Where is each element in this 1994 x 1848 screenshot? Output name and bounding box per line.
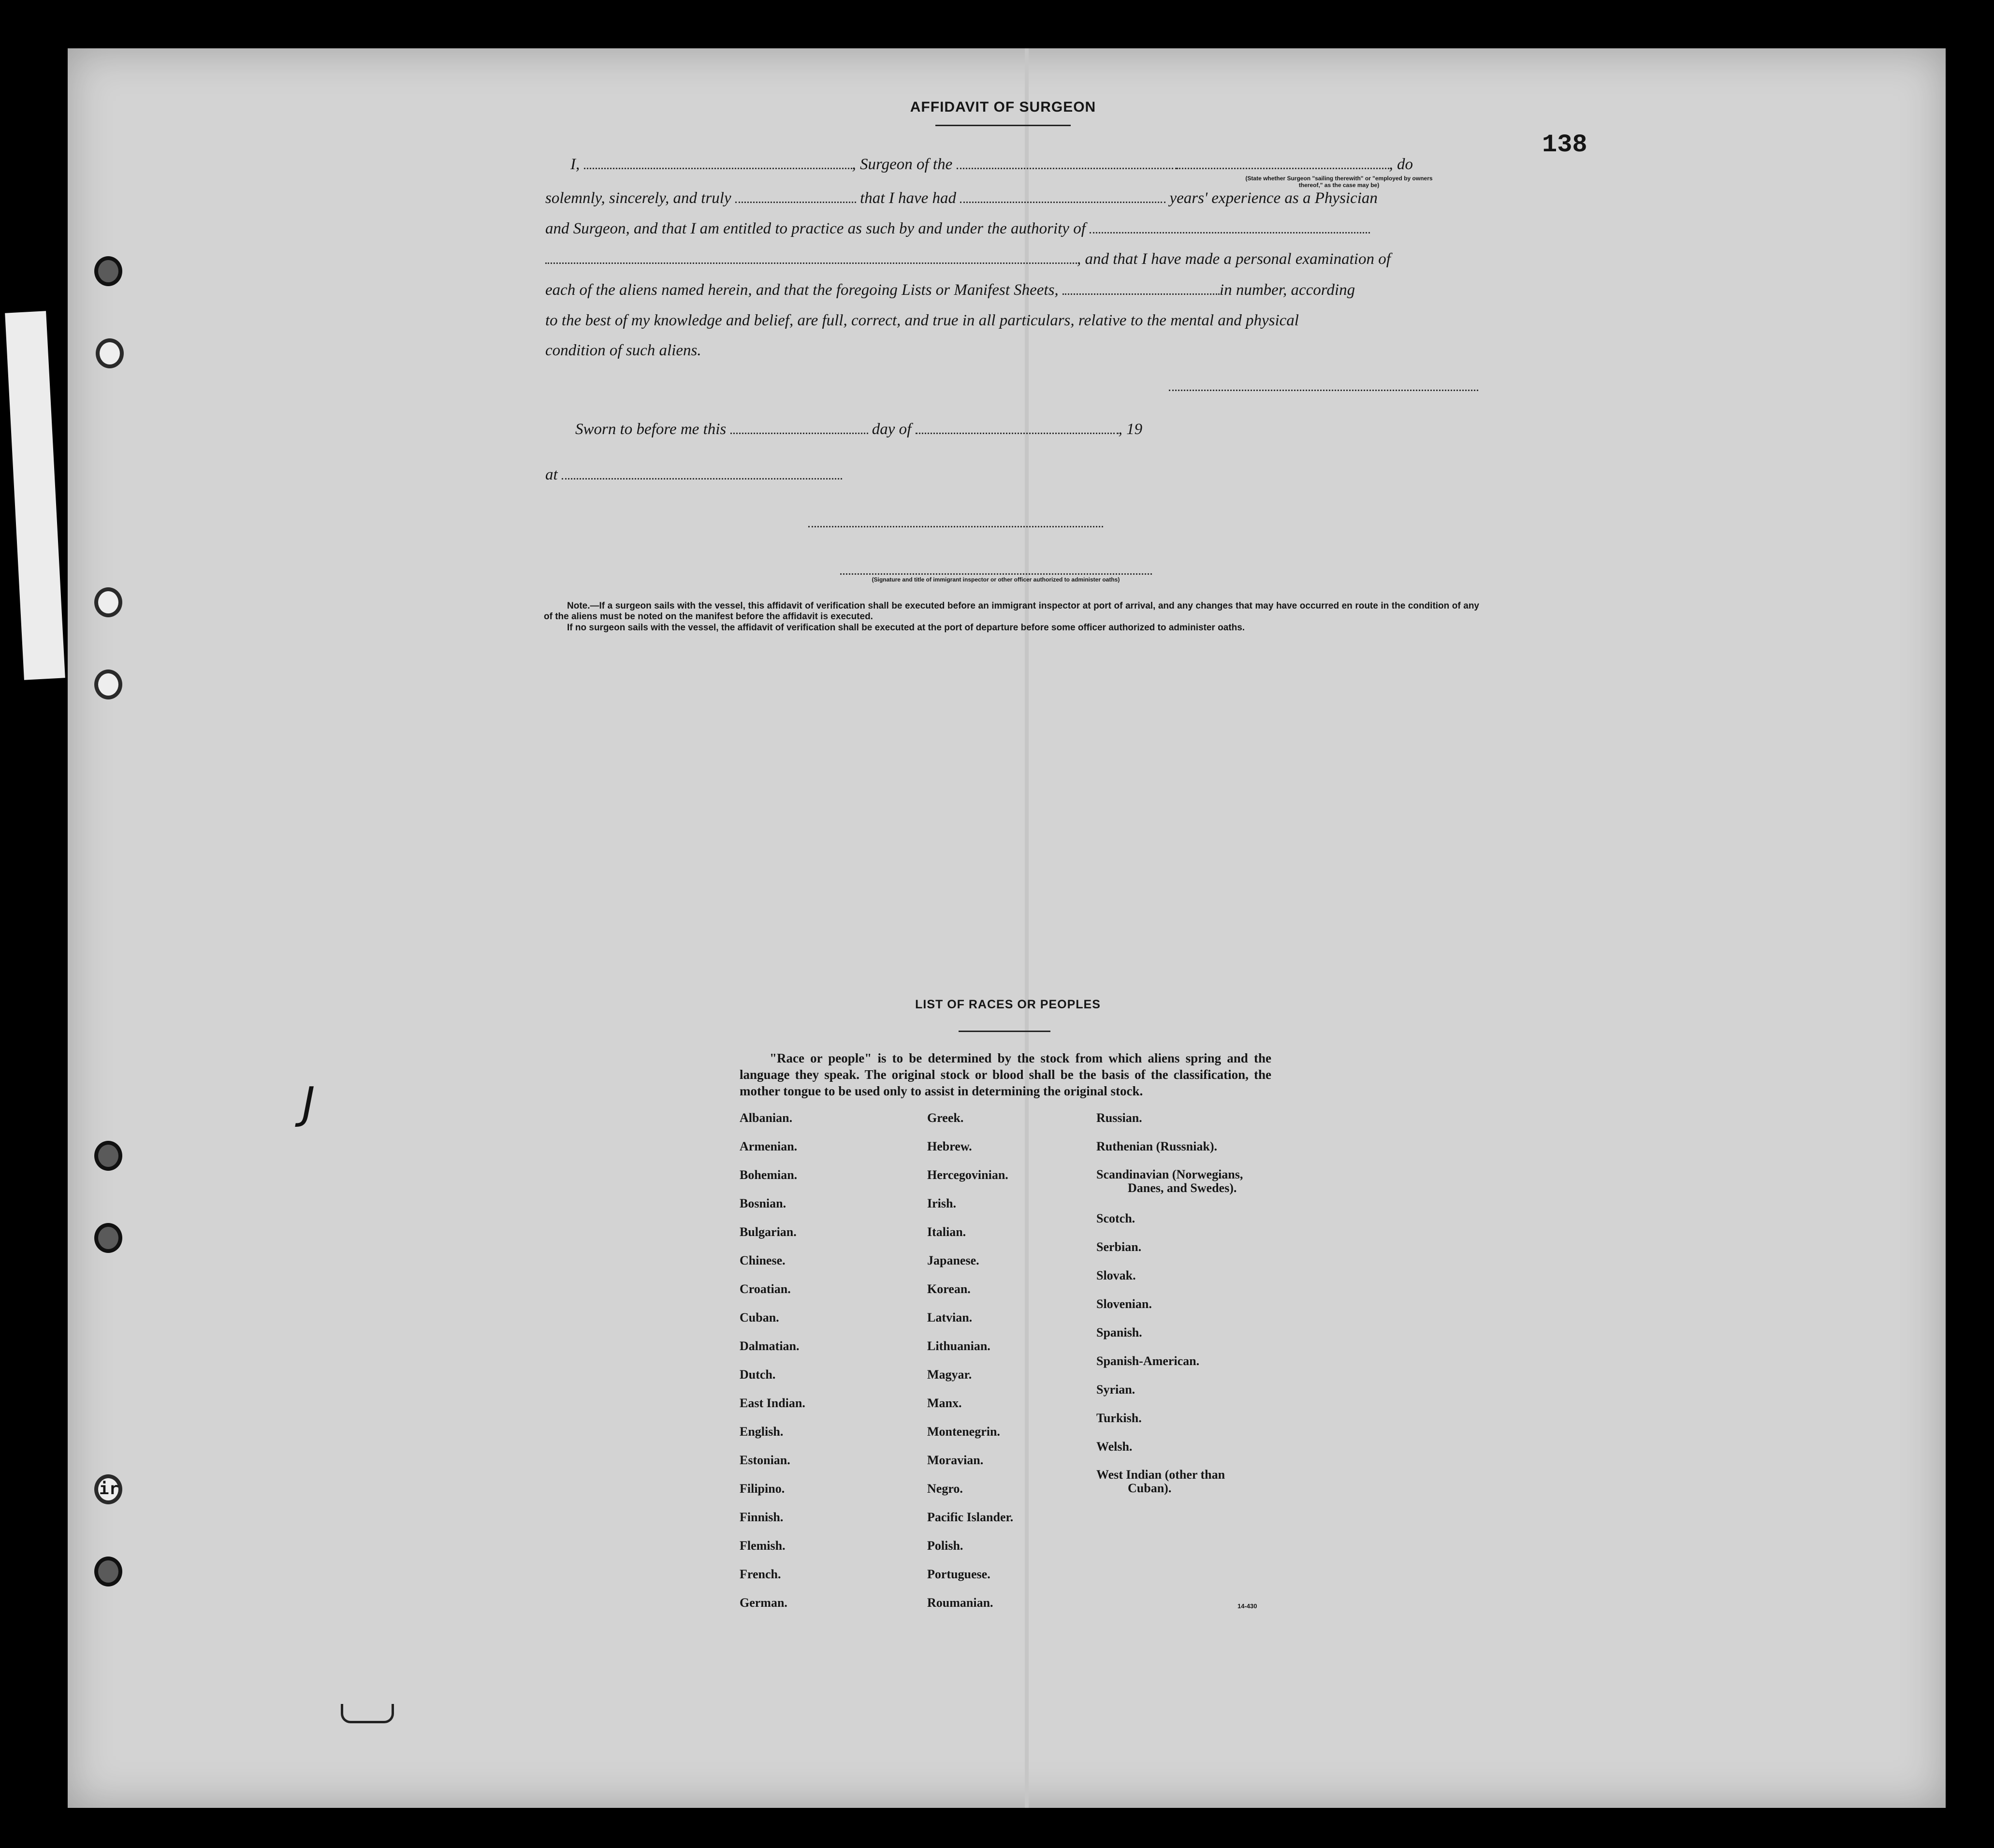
text: years' experience as a Physician (1169, 189, 1378, 207)
race-item: Albanian. (740, 1111, 793, 1125)
text: and Surgeon, and that I am entitled to practice as such by and under the authority of (545, 220, 1086, 237)
blank-authority-cont (545, 252, 1077, 264)
race-item: Dalmatian. (740, 1339, 800, 1353)
binder-hole (94, 587, 122, 617)
race-item: English. (740, 1425, 784, 1439)
binder-hole (94, 1557, 122, 1586)
blank-authority (1090, 221, 1370, 233)
blank-status (1177, 157, 1389, 169)
margin-mark: ir (99, 1479, 119, 1499)
seal-line (808, 526, 1103, 527)
text: , and that I have made a personal examination of (1077, 250, 1391, 268)
blank-years (960, 191, 1165, 203)
race-item: Italian. (927, 1225, 966, 1239)
text: at (545, 466, 558, 483)
race-item: Portuguese. (927, 1567, 990, 1581)
margin-mark: J (302, 1078, 315, 1129)
race-item (1096, 1468, 1243, 1512)
affidavit-line-5 (545, 281, 1355, 299)
race-item (1096, 1168, 1243, 1211)
text: , do (1389, 156, 1413, 173)
text: , 19 (1118, 421, 1143, 438)
race-item: Korean. (927, 1282, 971, 1296)
race-item: Dutch. (740, 1368, 776, 1382)
race-item: German. (740, 1596, 787, 1610)
race-item-line: Scandinavian (Norwegians, (1096, 1167, 1243, 1181)
races-column-3 (1096, 1111, 1243, 1512)
affidavit-line-6: to the best of my knowledge and belief, are full, correct, and true in all particulars, relative to the mental and physical (545, 312, 1299, 329)
affidavit-line-7: condition of such aliens. (545, 342, 701, 359)
officer-signature-caption: (Signature and title of immigrant inspector or other officer authorized to administer oaths) (872, 576, 1120, 583)
at-line (545, 466, 842, 484)
binder-hole (94, 669, 122, 699)
race-item: Chinese. (740, 1253, 786, 1267)
races-column-1 (740, 1111, 805, 1624)
race-item: Irish. (927, 1196, 956, 1210)
blank-month (916, 422, 1119, 434)
race-item: Cuban. (740, 1310, 779, 1324)
race-item: Hebrew. (927, 1139, 972, 1153)
races-title: LIST OF RACES OR PEOPLES (915, 998, 1101, 1011)
text: I, (570, 156, 580, 173)
blank-sheet-count (1062, 283, 1220, 295)
page-number: 138 (1542, 131, 1587, 159)
race-item-line: Cuban). (1128, 1481, 1172, 1495)
race-item: Latvian. (927, 1310, 973, 1324)
races-intro: "Race or people" is to be determined by the stock from which aliens spring and the language they speak. The original stock or blood shall be the basis of the classification, the mother tongue to be used only to assist in determining the original stock. (740, 1051, 1271, 1098)
blank-day (730, 422, 868, 434)
affidavit-line-1 (570, 156, 1413, 174)
affidavit-line-4 (545, 250, 1391, 268)
race-item: Slovak. (1096, 1268, 1136, 1282)
race-item: Spanish. (1096, 1325, 1142, 1339)
race-item: Turkish. (1096, 1411, 1142, 1425)
race-item: Polish. (927, 1539, 963, 1553)
race-item-line: West Indian (other than (1096, 1468, 1225, 1482)
affidavit-line-3 (545, 220, 1370, 238)
race-item: Slovenian. (1096, 1297, 1152, 1311)
blank-surgeon-name (584, 157, 852, 169)
binder-hole (96, 338, 124, 368)
text: in number, according (1219, 281, 1355, 299)
race-item: Russian. (1096, 1111, 1142, 1125)
race-item: Bohemian. (740, 1168, 798, 1182)
margin-mark-scribble (341, 1704, 394, 1723)
race-item: Armenian. (740, 1139, 798, 1153)
status-instruction: (State whether Surgeon "sailing therewith" or "employed by owners thereof," as the case may be) (1245, 175, 1433, 189)
race-item: Spanish-American. (1096, 1354, 1200, 1368)
race-item: Bulgarian. (740, 1225, 797, 1239)
race-item: Filipino. (740, 1482, 785, 1496)
race-item: Serbian. (1096, 1240, 1142, 1254)
race-item: French. (740, 1567, 781, 1581)
races-title-underline (959, 1031, 1050, 1032)
note-2: If no surgeon sails with the vessel, the affidavit of verification shall be executed at the port of departure before some officer authorized to administer oaths. (567, 623, 1245, 633)
race-item: Estonian. (740, 1453, 790, 1467)
race-item: Ruthenian (Russniak). (1096, 1139, 1217, 1153)
affidavit-line-2 (545, 189, 1378, 207)
officer-signature-line (840, 573, 1152, 575)
race-item: Croatian. (740, 1282, 791, 1296)
race-item: Scotch. (1096, 1211, 1135, 1225)
race-item: Roumanian. (927, 1596, 993, 1610)
text: Sworn to before me this (575, 421, 727, 438)
surgeon-signature-line (1169, 390, 1478, 391)
race-item-line: Danes, and Swedes). (1128, 1181, 1237, 1195)
race-item: Flemish. (740, 1539, 786, 1553)
race-item: Japanese. (927, 1253, 979, 1267)
text: that I have had (860, 189, 956, 207)
sworn-line (575, 421, 1142, 438)
race-item: Bosnian. (740, 1196, 786, 1210)
race-item: Manx. (927, 1396, 962, 1410)
text: , Surgeon of the (852, 156, 953, 173)
text: solemnly, sincerely, and truly (545, 189, 731, 207)
race-item: Negro. (927, 1482, 963, 1496)
form-number: 14-430 (1237, 1602, 1257, 1610)
binder-hole (94, 1141, 122, 1171)
binder-hole (94, 1223, 122, 1253)
race-item: Lithuanian. (927, 1339, 990, 1353)
race-item: Greek. (927, 1111, 964, 1125)
race-item: Montenegrin. (927, 1425, 1000, 1439)
title-underline (935, 125, 1071, 126)
race-item: Finnish. (740, 1510, 784, 1524)
paper-tab (5, 311, 65, 680)
text: day of (872, 421, 912, 438)
affidavit-title: AFFIDAVIT OF SURGEON (910, 99, 1096, 115)
text: each of the aliens named herein, and that the foregoing Lists or Manifest Sheets, (545, 281, 1059, 299)
blank-oath (735, 191, 856, 203)
race-item: Magyar. (927, 1368, 972, 1382)
race-item: Hercegovinian. (927, 1168, 1008, 1182)
race-item: Moravian. (927, 1453, 984, 1467)
binder-hole (94, 256, 122, 286)
blank-vessel (957, 157, 1177, 169)
race-item: East Indian. (740, 1396, 805, 1410)
race-item: Pacific Islander. (927, 1510, 1014, 1524)
race-item: Syrian. (1096, 1382, 1135, 1397)
races-column-2 (927, 1111, 1013, 1624)
note-1: Note.—If a surgeon sails with the vessel, this affidavit of verification shall be executed before an immigrant inspector at port of arrival, and any changes that may have occurred en route in the condition of any of the aliens must be noted on the manifest before the affidavit is executed. (544, 601, 1479, 622)
blank-place (562, 467, 842, 480)
race-item: Welsh. (1096, 1440, 1133, 1454)
